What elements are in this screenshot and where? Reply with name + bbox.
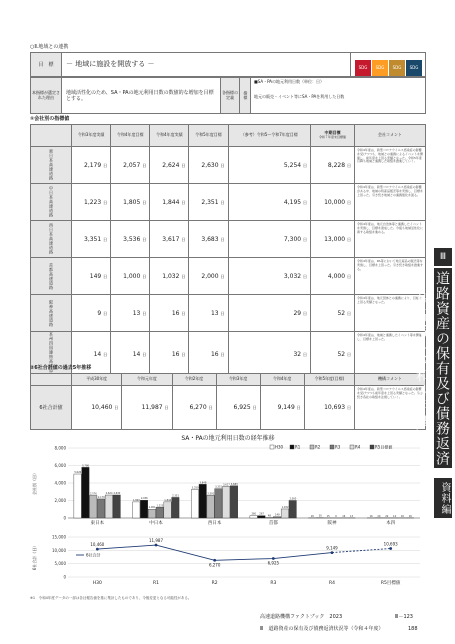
table-cell: 1,844 日 [150,184,189,221]
appendix-tab: 資料編 [434,478,452,518]
table-cell: 2,057 日 [111,147,150,184]
x-tick-label: 首都 [268,521,278,526]
table-cell: 16 日 [150,295,189,332]
series-line-target [332,548,391,552]
series-line [97,545,332,560]
company-table [30,124,426,378]
definition-text: 地元の販売・イベント等にSA・PAを利用した日数 [254,93,345,99]
line-chart [30,533,426,593]
data-label: 16 [369,514,373,518]
bar [215,489,222,518]
footnote: ※1 令和4年度データの一部は各社報告値を基に集計したものであり、今後変更となる可能性がある。 [30,596,192,600]
index-definition [251,78,426,114]
company-comment: 令和4年度は、PA等において地元産品の販売等を実施し、目標を上回った。引き続き取組を推進する。 [355,258,426,295]
company-comment: 令和4年度は、地元自治体等と連携したイベントを実施し、目標を達成した。今後も地域活性化に資する取組を進める。 [355,221,426,258]
x-tick-label: R5目標値 [380,581,401,586]
bar [133,502,140,518]
data-label: 13 [350,514,354,518]
reason-text: 地域活性化のため、SA・PAの地元利用日数の数値的な増加を目標とする。 [62,78,221,114]
goal-block [30,52,426,114]
company-comment: 令和4年度は、新型コロナウイルス感染症の影響がある中、地域の特産品販売等を実施し、目標を上回った。引き続き地域との連携強化を図る。 [355,184,426,221]
total-comment: 令和4年度は、新型コロナウイルス感染症の影響を受けつつも前年度を上回る実績となった。引き続き各社の取組を注視していく。 [355,386,426,430]
data-label: 1,001 [148,506,156,510]
bar [148,509,155,518]
table-cell: 10,693 日 [304,386,354,430]
data-label: 48 [267,514,271,518]
index-label: 指標 [240,78,251,114]
bar [113,495,120,518]
table-cell: 10,000 日 [311,184,355,221]
company-label: 西日本高速道路 [31,221,72,258]
data-point [389,547,392,550]
table-cell: 3,351 日 [72,221,111,258]
x-tick-label: 本四 [386,521,396,526]
x-tick-label: 阪神 [327,521,337,526]
x-tick-label: 東日本 [90,521,105,526]
data-label: 5,786 [82,464,90,468]
data-label: 1,840 [133,498,140,502]
bar [273,517,280,518]
table-cell: 8,228 日 [311,147,355,184]
data-label: 3,250 [191,486,199,490]
company-comment: 令和4年度は、新型コロナウイルス感染症の影響を受けつつも、地域との連携によるイベントを開催し、前年度を上回る実績となった。令和5年度以降も地域と連携した取組を推進していく。 [355,147,426,184]
table-cell: 4,195 日 [228,184,311,221]
bar [140,500,147,518]
col-header: 令和4年度目標 [111,125,150,147]
total-table [30,373,426,430]
x-tick-label: R2 [211,581,218,586]
bar [289,501,296,519]
data-label: 2,179 [97,495,105,499]
x-tick-label: R3 [270,581,277,586]
data-label: 6,925 [267,560,280,566]
data-label: 20 [377,514,381,518]
bar [222,486,229,518]
data-label: 20 [385,514,389,518]
bar [250,516,257,518]
y-axis-label: 6社合計（日） [32,543,37,571]
chapter-title-tab: 道路資産の保有及び債務返済状況等（令和４年度） [434,268,452,468]
bar [199,484,206,518]
y-tick-label: 8,000 [54,445,66,451]
y-tick-label: 2,000 [54,498,66,503]
chart-title: SA・PAの地元利用日数の経年推移 [181,435,275,442]
table-cell: 9 日 [72,295,111,332]
bar [74,474,81,518]
table-cell: 2,624 日 [150,147,189,184]
data-label: 14 [393,514,397,518]
table-row [31,258,426,295]
y-tick-label: 4,000 [54,480,66,486]
col-header: 会社コメント [355,125,426,147]
data-label: 11,987 [149,538,163,544]
table-row [31,295,426,332]
data-label: 149 [274,513,280,517]
data-label: 3,848 [199,481,207,485]
data-label: 1,223 [156,504,164,508]
legend-label: R5目標値 [375,444,393,450]
data-label: 30 [318,514,322,518]
data-label: 10,693 [383,541,398,547]
chapter-number: Ⅲ [434,248,452,266]
legend-swatch [290,445,294,449]
data-label: 2,036 [140,497,148,501]
table-cell: 2,630 日 [189,147,228,184]
legend-swatch [310,445,314,449]
page-code: Ⅲ－123 [395,614,413,620]
table-cell: 3,536 日 [111,221,150,258]
col-header: 令和4年度実績 [150,125,189,147]
company-label: 中日本高速道路 [31,184,72,221]
company-comment: 令和4年度は、地元団体との連携により、目標を上回る実績となった。 [355,295,426,332]
col-header: 機構コメント [355,374,426,386]
data-label: 1,032 [281,505,289,509]
data-point [155,544,158,547]
data-label: 15 [326,514,330,518]
y-tick-label: 5,000 [54,561,66,567]
table-cell: 1,032 日 [150,258,189,295]
table-row [31,184,426,221]
col-header: 令和4年度 [260,374,304,386]
table-cell: 3,617 日 [150,221,189,258]
x-tick-label: 西日本 [207,521,222,526]
row-label: 6社合計値 [31,386,72,430]
y-tick-label: 6,000 [54,463,66,468]
goal-label: 目 標 [31,53,62,77]
legend-label: R2 [315,444,321,450]
col-header-mid: 中期目標 令和７年度末目標値 [311,125,355,147]
table-cell: 32 日 [228,332,311,378]
bar [164,502,171,518]
page-number: 188 [408,626,418,632]
data-point [96,548,99,551]
table-cell: 3,032 日 [228,258,311,295]
table-cell: 13 日 [111,295,150,332]
data-label: 6,270 [208,562,221,568]
x-tick-label: R4 [329,581,335,586]
reason-label: 本指標が選定された理由 [31,78,62,114]
bar [258,516,265,518]
data-point [272,557,275,560]
bar [281,509,288,518]
index-text: ■SA・PAの地元利用日数（単位：日） [254,79,325,84]
table-row [31,221,426,258]
y-axis-label: 会社別（日） [32,471,37,495]
table-cell: 16 日 [150,332,189,378]
bar [105,495,112,518]
bar [97,499,104,518]
bar [172,497,179,518]
data-label: 3,617 [222,483,230,487]
data-label: 5,026 [74,471,82,475]
data-label: 2,591 [207,492,215,496]
data-label: 2,624 [105,492,113,496]
sdg-icon: SDG [355,60,371,76]
sdg-icons [351,53,426,77]
y-tick-label: 0 [63,574,66,580]
table-cell: 6,925 日 [216,386,260,430]
table-cell: 2,351 日 [189,184,228,221]
bar [207,495,214,518]
col-header: （参考）令和5～令和7年度目標 [228,125,311,147]
x-tick-label: H30 [92,581,102,586]
table-cell: 29 日 [228,295,311,332]
table-cell: 10,460 日 [72,386,122,430]
table-cell: 9,149 日 [260,386,304,430]
footer-chapter: Ⅲ 道路資産の保有及び債務返済状況等（令和４年度） [260,626,384,632]
data-label: 2,000 [289,497,297,501]
table-cell: 11,987 日 [122,386,172,430]
data-label: 16 [408,514,412,518]
bar [191,490,198,518]
col-header: 令和3年度 [216,374,260,386]
y-tick-label: 0 [63,515,66,521]
company-label: 東日本高速道路 [31,147,72,184]
col-header: 令和元年度 [122,374,172,386]
bar [156,507,163,518]
y-tick-label: 15,000 [52,534,66,540]
table-cell: 6,270 日 [172,386,216,430]
company-label: 阪神高速道路 [31,295,72,332]
legend-label: R1 [295,444,301,450]
data-label: 2,576 [89,492,97,496]
col-header: 令和2年度 [172,374,216,386]
table-cell: 14 日 [111,332,150,378]
data-label: 3,683 [230,482,238,486]
relation-label: 各指標の定義 [221,78,240,114]
col-header: 令和3年度実績 [72,125,111,147]
data-label: 2,630 [113,491,121,495]
table-cell: 14 日 [72,332,111,378]
data-label: 3,351 [215,485,223,489]
table-cell: 52 日 [311,332,355,378]
col-header: 平成30年度 [72,374,122,386]
legend-label: R3 [335,444,341,450]
data-label: 260 [251,512,257,516]
data-label: 1,844 [164,498,172,502]
table-cell: 16 日 [189,332,228,378]
x-tick-label: R1 [153,581,159,586]
data-label: 16 [400,514,404,518]
company-table-title: ①会社別の指標値 [30,116,70,122]
data-label: 9,149 [326,545,338,551]
data-label: 2,351 [172,494,179,498]
table-cell: 2,000 日 [189,258,228,295]
table-cell: 52 日 [311,295,355,332]
x-tick-label: 中日本 [149,521,163,526]
data-point [213,559,216,562]
col-header: 令和5年度(目標) [304,374,354,386]
goal-text: － 地域に施設を開放する － [62,53,351,77]
legend-swatch [330,445,334,449]
data-label: 16 [342,514,346,518]
bar [82,467,89,518]
legend-label: H30 [275,444,284,450]
table-cell: 4,000 日 [311,258,355,295]
table-cell: 1,805 日 [111,184,150,221]
company-label: 首都高速道路 [31,258,72,295]
data-label: 267 [259,512,264,516]
company-comment: 令和4年度は、地域と連携したイベント等を開催し、目標を上回った。 [355,332,426,378]
table-cell: 13 日 [189,295,228,332]
bar [90,495,97,518]
legend-label: R4 [355,444,361,450]
table-cell: 1,223 日 [72,184,111,221]
legend-swatch [270,445,274,449]
data-label: 10,460 [90,542,105,548]
legend-swatch [370,445,374,449]
table-cell: 2,179 日 [72,147,111,184]
data-point [331,551,334,554]
y-tick-label: 10,000 [52,547,66,553]
legend-swatch [350,445,354,449]
table-cell: 149 日 [72,258,111,295]
book-title: 高速道路機構ファクトブック 2023 [260,614,343,620]
sdg-icon: SDG [389,60,405,76]
sdg-icon: SDG [406,60,422,76]
company-label: 本州四国連絡高速道路 [31,332,72,378]
col-header: 令和5年度目標 [189,125,228,147]
table-row [31,147,426,184]
sdg-icon: SDG [372,60,388,76]
bar-chart [30,432,426,532]
table-cell: 1,000 日 [111,258,150,295]
table-cell: 7,300 日 [228,221,311,258]
bar [230,486,237,518]
table-cell: 3,683 日 [189,221,228,258]
legend-label: 6社合計 [86,552,101,558]
total-table-title: ②6社合計値の過去5年推移 [30,365,92,371]
section-title: ○Ⅱ.地域との連携 [30,44,69,50]
data-label: 20 [310,514,314,518]
table-cell: 5,254 日 [228,147,311,184]
table-cell: 13,000 日 [311,221,355,258]
data-label: 9 [335,514,337,518]
